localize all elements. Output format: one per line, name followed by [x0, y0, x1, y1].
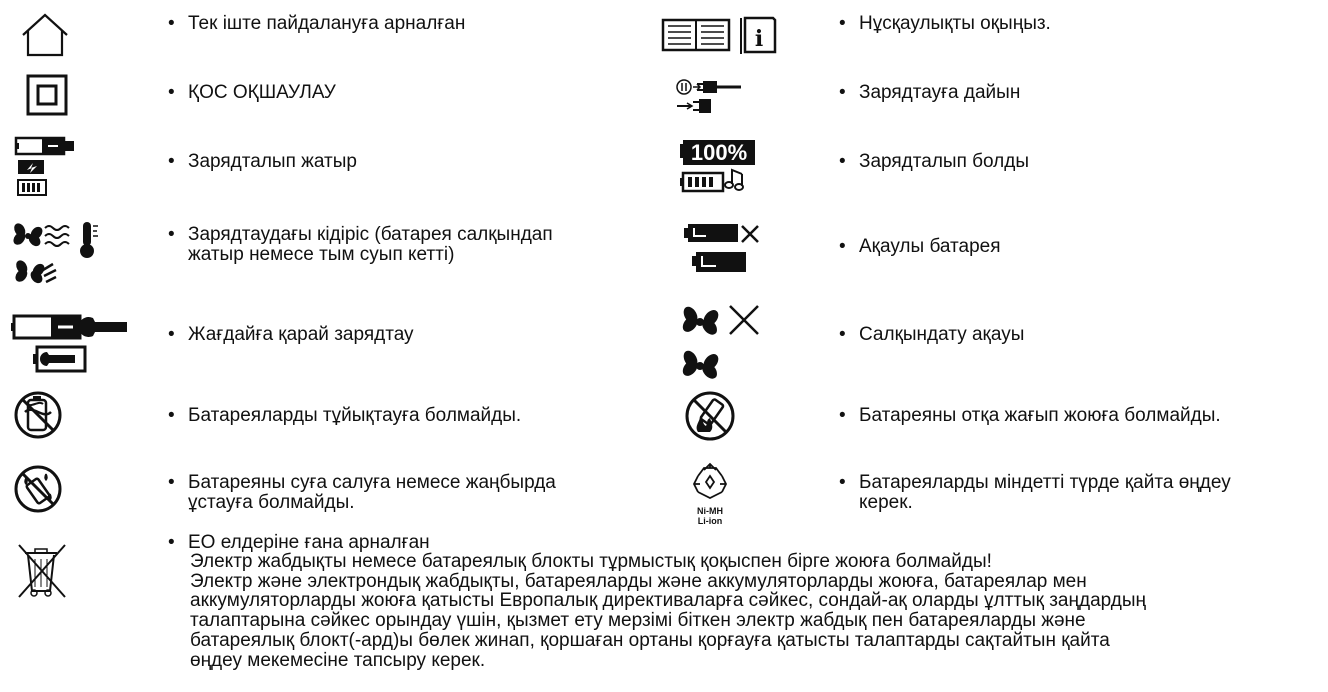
bullet: •	[839, 472, 846, 493]
bullet: •	[168, 472, 175, 493]
bullet: •	[168, 405, 175, 426]
no-short-circuit-icon	[13, 390, 63, 440]
fully-charged-text: Зарядталып болды	[859, 151, 1029, 172]
faulty-battery-icon	[684, 222, 764, 282]
eu-body-line3: талаптарына сәйкес орындау үшін, қызмет ету мерзімі біткен электр жабдық пен батареяларды және	[190, 610, 1086, 632]
charge-delay-text-line1: Зарядтаудағы кідіріс (батарея салқындап	[188, 224, 553, 245]
read-manual-icon	[661, 14, 811, 56]
recycle-label-nimh: Ni-MH	[697, 506, 723, 516]
fully-charged-icon	[680, 140, 760, 200]
read-manual-text: Нұсқаулықты оқыңыз.	[859, 13, 1051, 34]
eu-title: ЕО елдеріне ғана арналған	[188, 532, 430, 553]
house-icon	[20, 13, 70, 57]
no-short-circuit-text: Батареяларды тұйықтауға болмайды.	[188, 405, 522, 426]
double-insulation-icon	[26, 74, 68, 116]
bullet: •	[168, 13, 175, 34]
no-fire-icon	[684, 390, 736, 442]
ready-to-charge-icon	[675, 78, 745, 114]
bullet: •	[168, 532, 175, 553]
recycle-label-liion: Li-ion	[697, 516, 723, 526]
conditional-charge-text: Жағдайға қарай зарядтау	[188, 324, 414, 345]
cooling-fault-text: Салқындату ақауы	[859, 324, 1025, 345]
double-insulation-text: ҚОС ОҚШАУЛАУ	[188, 82, 336, 103]
eu-body-line4: батареялық блокт(-ард)ы бөлек жинап, қоршаған ортаны қорғауға қатысты талаптарды сақтайтын қайта	[190, 629, 1110, 651]
battery-charging-icon	[14, 133, 76, 201]
bullet: •	[839, 236, 846, 257]
bullet: •	[839, 324, 846, 345]
faulty-battery-text: Ақаулы батарея	[859, 236, 1001, 257]
battery-service-icon	[11, 306, 131, 376]
ready-to-charge-text: Зарядтауға дайын	[859, 82, 1021, 103]
recycle-icon	[688, 462, 732, 532]
bullet: •	[168, 324, 175, 345]
no-fire-text: Батареяны отқа жағып жоюға болмайды.	[859, 405, 1221, 426]
no-water-text-line2: ұстауға болмайды.	[188, 492, 355, 513]
recycle-text-line2: керек.	[859, 492, 913, 513]
charge-delay-temperature-icon	[13, 220, 103, 292]
bullet: •	[839, 13, 846, 34]
bullet: •	[839, 405, 846, 426]
svg-text:i: i	[754, 26, 764, 52]
eu-body-line2: аккумуляторларды жоюға қатысты Европалық директиваларға сәйкес, сондай-ақ оларды ұлттық заңдардың	[190, 590, 1147, 612]
eu-warning: Электр жабдықты немесе батареялық блокты тұрмыстық қоқыспен бірге жоюға болмайды!	[190, 551, 992, 572]
bullet: •	[839, 151, 846, 172]
eu-disposal-text	[190, 552, 1316, 670]
charging-text: Зарядталып жатыр	[188, 151, 357, 172]
no-water-text-line1: Батареяны суға салуға немесе жаңбырда	[188, 472, 556, 493]
bullet: •	[168, 82, 175, 103]
cooling-fault-icon	[680, 300, 770, 380]
home-use-text: Тек іште пайдалануға арналған	[188, 13, 466, 34]
bullet: •	[168, 224, 175, 245]
recycle-text-line1: Батареяларды міндетті түрде қайта өңдеу	[859, 472, 1231, 493]
crossed-bin-icon	[15, 541, 69, 599]
bullet: •	[839, 82, 846, 103]
bullet: •	[168, 151, 175, 172]
fully-charged-label: 100%	[690, 140, 748, 165]
eu-body-line5: өңдеу мекемесіне тапсыру керек.	[190, 649, 486, 671]
charge-delay-text-line2: жатыр немесе тым суып кетті)	[188, 244, 455, 265]
eu-body-line1: Электр және электрондық жабдықты, батареяларды және аккумуляторларды жоюға, батареялар мен	[190, 570, 1087, 592]
no-water-icon	[13, 464, 63, 514]
